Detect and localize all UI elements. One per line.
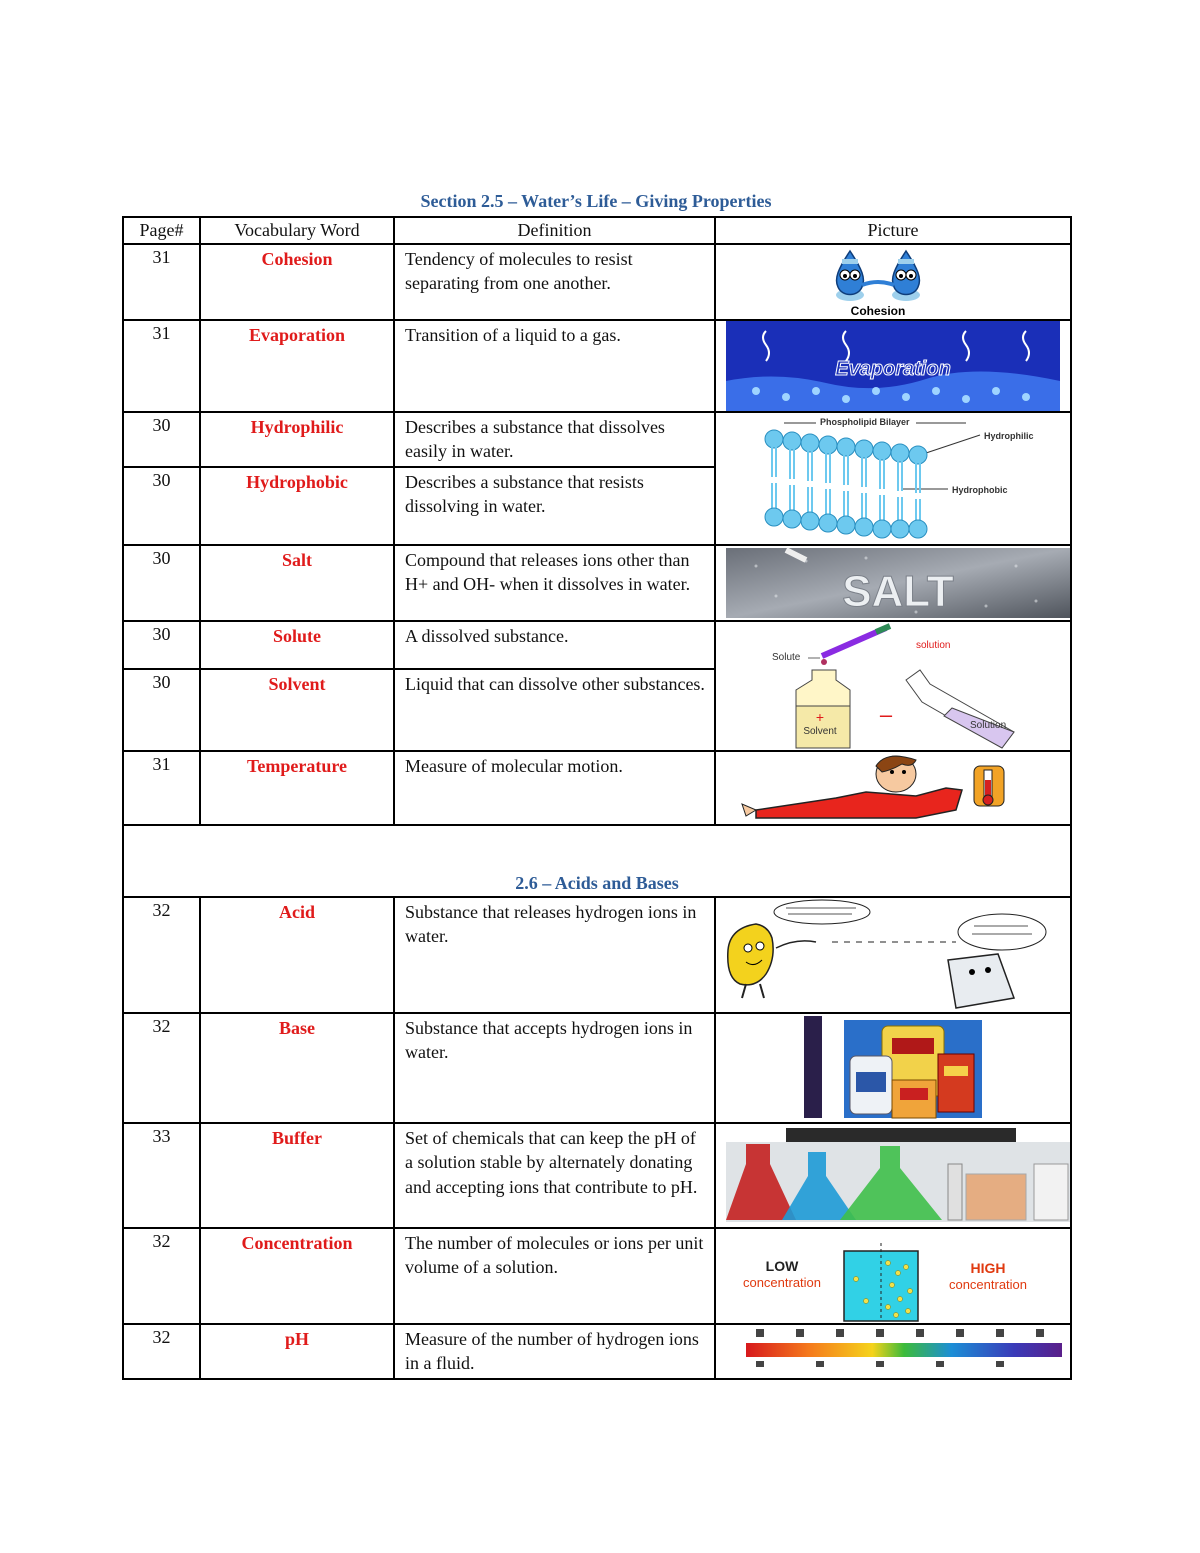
- temperature-picture: [715, 751, 1071, 825]
- section-title: Section 2.5 – Water’s Life – Giving Properties: [420, 191, 772, 211]
- header-definition: Definition: [394, 217, 715, 244]
- table-row: [123, 1123, 1071, 1228]
- ph-scale-picture: [715, 1324, 1071, 1379]
- vocab-word: Temperature: [200, 751, 394, 825]
- page-number: 32: [123, 1228, 200, 1324]
- table-row: [123, 545, 1071, 621]
- low-concentration-caption: concentration: [742, 1274, 822, 1290]
- vocabulary-table: [122, 216, 1072, 1380]
- definition: Compound that releases ions other than H+ and OH- when it dissolves in water.: [394, 545, 715, 621]
- definition: Set of chemicals that can keep the pH of a solution stable by alternately donating and accepting ions that contribute to pH.: [394, 1123, 715, 1228]
- bilayer-caption: Phospholipid Bilayer: [820, 416, 910, 427]
- vocab-word: Salt: [200, 545, 394, 621]
- table-row: [123, 1324, 1071, 1379]
- table-row: [123, 1013, 1071, 1123]
- cohesion-caption: Cohesion: [850, 303, 906, 318]
- vocab-word: Base: [200, 1013, 394, 1123]
- definition: Describes a substance that resists dissolving in water.: [394, 467, 715, 545]
- vocab-word: Concentration: [200, 1228, 394, 1324]
- header-row: [123, 217, 1071, 244]
- definition: Transition of a liquid to a gas.: [394, 320, 715, 412]
- salt-picture: [715, 545, 1071, 621]
- hydrophilic-caption: Hydrophilic: [984, 430, 1034, 441]
- table-row: [123, 1228, 1071, 1324]
- section2-title: 2.6 – Acids and Bases: [123, 825, 1071, 897]
- table-row: [123, 412, 1071, 467]
- vocab-word: pH: [200, 1324, 394, 1379]
- page-number: 30: [123, 467, 200, 545]
- page-number: 33: [123, 1123, 200, 1228]
- vocab-word: Solvent: [200, 669, 394, 751]
- plus-sign: +: [815, 708, 825, 725]
- definition: Describes a substance that dissolves easily in water.: [394, 412, 715, 467]
- salt-caption: SALT: [842, 566, 954, 616]
- definition: Measure of the number of hydrogen ions in a fluid.: [394, 1324, 715, 1379]
- definition: Liquid that can dissolve other substances.: [394, 669, 715, 751]
- definition: Substance that accepts hydrogen ions in water.: [394, 1013, 715, 1123]
- page-number: 31: [123, 751, 200, 825]
- vocab-word: Hydrophobic: [200, 467, 394, 545]
- header-page: Page#: [123, 217, 200, 244]
- vocab-word: Solute: [200, 621, 394, 669]
- bilayer-picture: [715, 412, 1071, 545]
- base-picture: [715, 1013, 1071, 1123]
- header-picture: Picture: [715, 217, 1071, 244]
- solution-picture: [715, 621, 1071, 751]
- acid-picture: [715, 897, 1071, 1013]
- hydrophobic-caption: Hydrophobic: [952, 484, 1008, 495]
- header-word: Vocabulary Word: [200, 217, 394, 244]
- vocab-word: Buffer: [200, 1123, 394, 1228]
- high-concentration-caption: concentration: [948, 1276, 1028, 1292]
- evaporation-picture: [715, 320, 1071, 412]
- definition: A dissolved substance.: [394, 621, 715, 669]
- vocab-word: Evaporation: [200, 320, 394, 412]
- page-number: 30: [123, 412, 200, 467]
- definition: Measure of molecular motion.: [394, 751, 715, 825]
- solution-title-caption: solution: [916, 639, 951, 651]
- table-row: [123, 751, 1071, 825]
- page-number: 31: [123, 244, 200, 320]
- vocab-word: Acid: [200, 897, 394, 1013]
- page-number: 30: [123, 669, 200, 751]
- buffer-picture: [715, 1123, 1071, 1228]
- table-row: [123, 897, 1071, 1013]
- solute-caption: Solute: [772, 651, 801, 663]
- page-number: 32: [123, 1013, 200, 1123]
- table-row: [123, 244, 1071, 320]
- table-row: [123, 621, 1071, 669]
- table-row: [123, 320, 1071, 412]
- definition: Tendency of molecules to resist separating from one another.: [394, 244, 715, 320]
- minus-sign: –: [879, 701, 893, 727]
- page-number: 30: [123, 545, 200, 621]
- page-number: 32: [123, 897, 200, 1013]
- page-number: 31: [123, 320, 200, 412]
- solution-caption: Solution: [970, 719, 1007, 731]
- vocab-word: Hydrophilic: [200, 412, 394, 467]
- section-row: [123, 825, 1071, 897]
- concentration-picture: [715, 1228, 1071, 1324]
- definition: Substance that releases hydrogen ions in water.: [394, 897, 715, 1013]
- page-number: 32: [123, 1324, 200, 1379]
- definition: The number of molecules or ions per unit volume of a solution.: [394, 1228, 715, 1324]
- evaporation-caption: Evaporation: [835, 357, 951, 380]
- vocab-word: Cohesion: [200, 244, 394, 320]
- solvent-caption: Solvent: [803, 725, 837, 737]
- cohesion-picture: [715, 244, 1071, 320]
- low-caption: LOW: [765, 1257, 799, 1274]
- high-caption: HIGH: [970, 1259, 1006, 1276]
- page-number: 30: [123, 621, 200, 669]
